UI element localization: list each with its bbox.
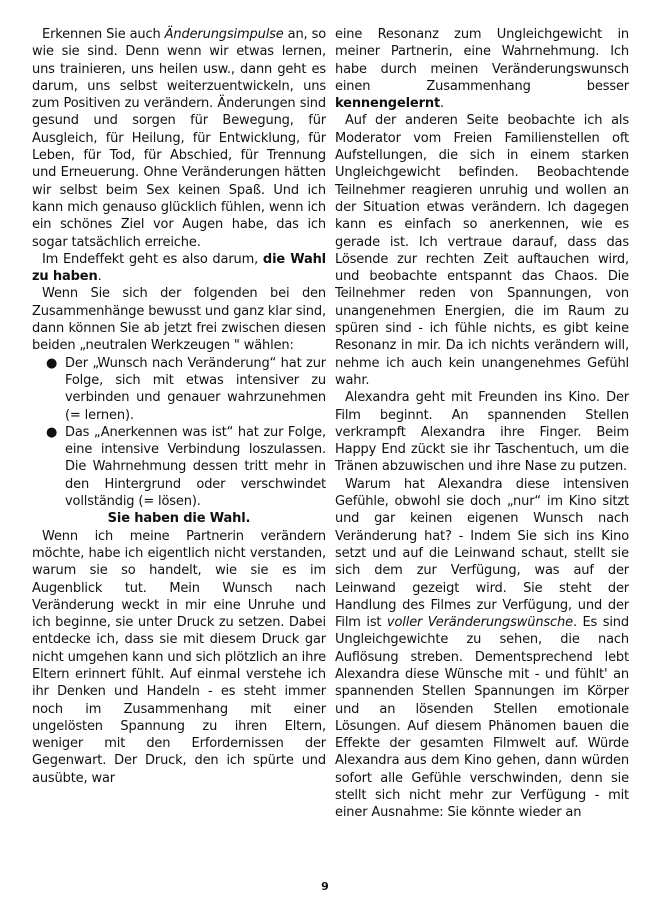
bold-text: die Wahl zu haben [32, 251, 326, 285]
right-column [335, 26, 629, 822]
paragraph-moderator: Auf der anderen Seite beobachte ich als Moderator vom Freien Familienstellen oft Aufstellungen, die sich in einem starken Ungleichgewicht befinden. Beobachtende Teilnehmer reagieren unruhig und wollen an der Situation etwas verändern. Ich dagegen kann es einfach so anerkennen, wie es gerade ist. Ich vertraue darauf, dass das Lösende zur rechten Zeit auftauchen wird, und beobachte entspannt das Chaos. Die Teilnehmer reden von Spannungen, von unangenehmen Energien, die im Raum zu spüren sind - ich fühle nichts, es gibt keine Resonanz in mir. Da ich nichts verändern will, nehme ich auch kein unangenehmes Gefühl wahr. [335, 113, 629, 388]
text-run: Erkennen Sie auch [42, 27, 165, 42]
list-item [32, 424, 326, 510]
text-run: . [97, 269, 102, 285]
bullet-icon: ● [46, 355, 58, 371]
paragraph-resonance [335, 26, 629, 112]
paragraph-change-impulses [32, 26, 326, 251]
left-column [32, 26, 326, 787]
text-run: eine Resonanz zum Ungleichgewicht in meiner Partnerin, eine Wahrnehmung. Ich habe durch meinen Veränderungswunsch einen Zusammenhang besser [335, 27, 629, 94]
bullet-list [32, 355, 326, 511]
bullet-icon: ● [46, 424, 58, 440]
list-item-text: Der „Wunsch nach Veränderung“ hat zur Folge, sich mit etwas intensiver zu verbinden und genauer wahrzunehmen (= lernen). [65, 355, 326, 423]
paragraph-cinema: Alexandra geht mit Freunden ins Kino. Der Film beginnt. An spannenden Stellen verkrampft Alexandra ihre Finger. Beim Happy End zückt sie ihr Taschentuch, um die Tränen abzuwischen und ihre Nase zu putzen. [335, 390, 629, 475]
paragraph-partner: Wenn ich meine Partnerin verändern möchte, habe ich eigentlich nicht verstanden, warum sie so handelt, wie sie es im Augenblick tut. Mein Wunsch nach Veränderung weckt in mir eine Unruhe und ich beginne, sie unter Druck zu setzen. Dabei entdecke ich, dass sie mit diesem Druck gar nicht umgehen kann und sich plötzlich an ihre Eltern erinnert fühlt. Auf einmal verstehe ich ihr Denken und Handeln - es steht immer noch im Zusammenhang mit einer ungelösten Spannung zu ihren Eltern, weniger mit den Erfordernissen der Gegenwart. Der Druck, den ich spürte und ausübte, war [32, 528, 326, 786]
text-run: Warum hat Alexandra diese intensiven Gefühle, obwohl sie doch „nur“ im Kino sitzt und gar keinen eigenen Wunsch nach Veränderung hat? - Indem Sie sich ins Kino setzt und auf die Leinwand schaut, stellt sie sich dem zur Verfügung, was auf der Leinwand gezeigt wird. Sie steht der Handlung des Filmes zur Verfügung, und der Film ist [335, 476, 629, 631]
list-item [32, 355, 326, 424]
text-run: an, so wie sie sind. Denn wenn wir etwas lernen, uns trainieren, uns heilen usw., dann geht es darum, uns selbst weiterzuentwickeln, uns zum Positiven zu verändern. Änderungen sind gesund und sorgen für Bewegung, für Ausgleich, für Heilung, für Entwicklung, für Leben, für Tod, für Abschied, für Trennung und Erneuerung. Ohne Veränderungen hätten wir selbst beim Sex keinen Spaß. Und ich kann mich genauso glücklich fühlen, wenn ich ein schönes Ziel vor Augen habe, das ich sogar tatsächlich erreiche. [32, 27, 326, 250]
emphasis-text: voller Veränderungswünsche [386, 615, 573, 631]
text-run: . [440, 96, 445, 112]
section-heading: Sie haben die Wahl. [107, 511, 251, 527]
emphasis-text: Änderungsimpulse [164, 27, 284, 42]
text-run: Im Endeffekt geht es also darum, [42, 251, 263, 267]
text-run: . Es sind Ungleichgewichte zu sehen, die nach Auflösung streben. Dementsprechend lebt Alexandra diese Wünsche mit - und fühlt' an spannenden Stellen Spannungen im Körper und an lösenden Stellen emotionale Lösungen. Auf diesem Phänomen bauen die Effekte der gesamten Filmwelt auf. Würde Alexandra aus dem Kino gehen, dann würden sofort alle Gefühle verschwinden, denn sie stellt sich nicht mehr zur Verfügung - mit einer Ausnahme: Sie könnte wieder an [335, 615, 629, 821]
bold-text: kennengelernt [335, 96, 441, 112]
list-item-text: Das „Anerkennen was ist“ hat zur Folge, eine intensive Verbindung loszulassen. Die Wahrnehmung dessen tritt mehr in den Hintergrund oder verschwindet vollständig (= lösen). [65, 424, 326, 510]
paragraph-choice [32, 251, 326, 286]
paragraph-why-feelings [335, 476, 629, 822]
page-number: 9 [321, 880, 329, 893]
paragraph-tools: Wenn Sie sich der folgenden bei den Zusammenhänge bewusst und ganz klar sind, dann können Sie ab jetzt frei zwischen diesen beiden „neutralen Werkzeugen " wählen: [32, 286, 326, 354]
